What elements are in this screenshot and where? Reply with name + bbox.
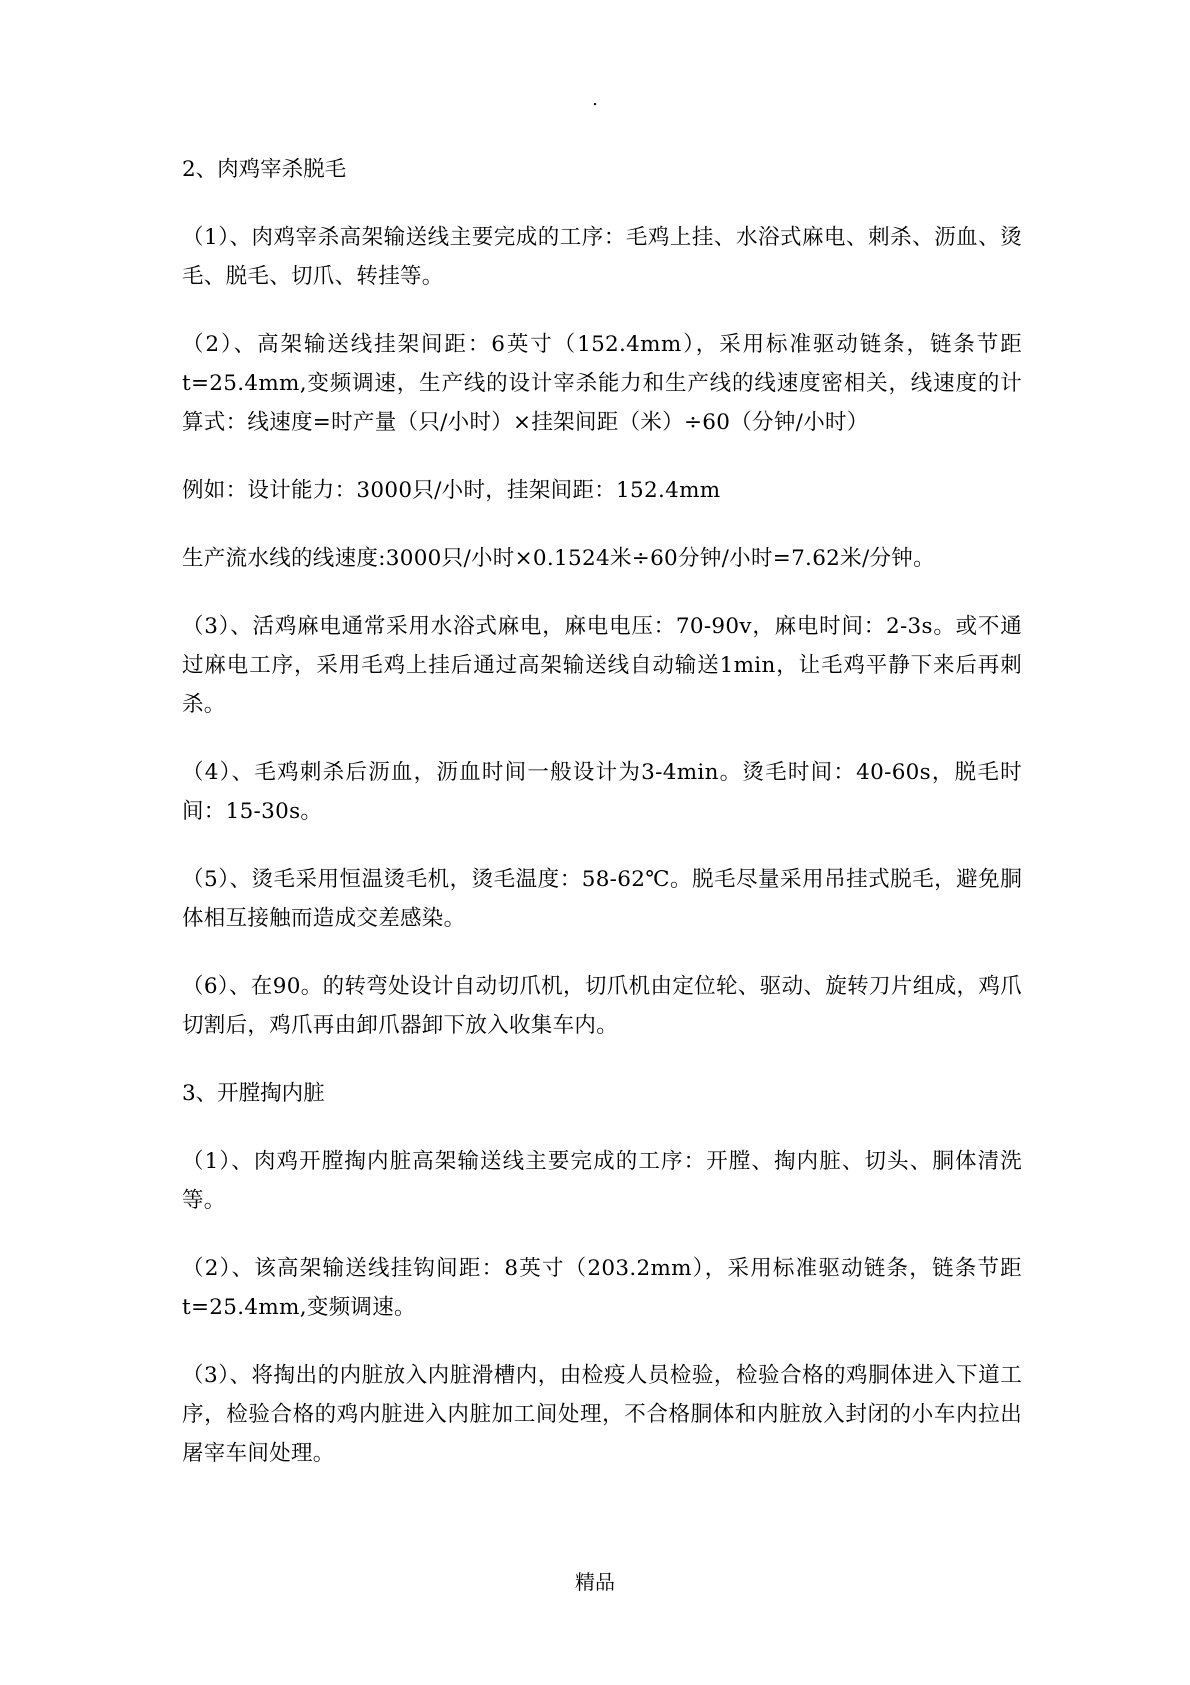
paragraph: （1）、肉鸡开膛掏内脏高架输送线主要完成的工序：开膛、掏内脏、切头、胴体清洗等。 <box>182 1149 1022 1213</box>
paragraph: （5）、烫毛采用恒温烫毛机，烫毛温度：58-62℃。脱毛尽量采用吊挂式脱毛，避免胴体相互接触而造成交差感染。 <box>182 867 1022 931</box>
paragraph: （3）、活鸡麻电通常采用水浴式麻电，麻电电压：70-90v，麻电时间：2-3s。或不通过麻电工序，采用毛鸡上挂后通过高架输送线自动输送1min，让毛鸡平静下来后再刺杀。 <box>182 614 1022 717</box>
paragraph: 生产流水线的线速度:3000只/小时×0.1524米÷60分钟/小时=7.62米/分钟。 <box>182 546 935 571</box>
section-heading-evisceration: 3、开膛掏内脏 <box>182 1081 325 1106</box>
footer-label: 精品 <box>575 1570 615 1594</box>
paragraph: （1）、肉鸡宰杀高架输送线主要完成的工序：毛鸡上挂、水浴式麻电、刺杀、沥血、烫毛、脱毛、切爪、转挂等。 <box>182 225 1022 289</box>
paragraph: 例如：设计能力：3000只/小时，挂架间距：152.4mm <box>182 478 721 503</box>
paragraph: （4）、毛鸡刺杀后沥血，沥血时间一般设计为3-4min。烫毛时间：40-60s，脱毛时间：15-30s。 <box>182 760 1022 824</box>
section-heading-slaughter: 2、肉鸡宰杀脱毛 <box>182 157 347 182</box>
paragraph: （2）、该高架输送线挂钩间距：8英寸（203.2mm），采用标准驱动链条，链条节距t=25.4mm,变频调速。 <box>182 1256 1022 1320</box>
paragraph: （2）、高架输送线挂架间距：6英寸（152.4mm），采用标准驱动链条，链条节距t=25.4mm,变频调速，生产线的设计宰杀能力和生产线的线速度密相关，线速度的计算式：线速度=时产量（只/小时）×挂架间距（米）÷60（分钟/小时） <box>182 332 1022 435</box>
paragraph: （3）、将掏出的内脏放入内脏滑槽内，由检疫人员检验，检验合格的鸡胴体进入下道工序，检验合格的鸡内脏进入内脏加工间处理，不合格胴体和内脏放入封闭的小车内拉出屠宰车间处理。 <box>182 1363 1022 1466</box>
paragraph: （6）、在90。的转弯处设计自动切爪机，切爪机由定位轮、驱动、旋转刀片组成，鸡爪切割后，鸡爪再由卸爪器卸下放入收集车内。 <box>182 974 1022 1038</box>
document-body <box>182 150 1022 1502</box>
header-mark: . <box>592 89 598 110</box>
